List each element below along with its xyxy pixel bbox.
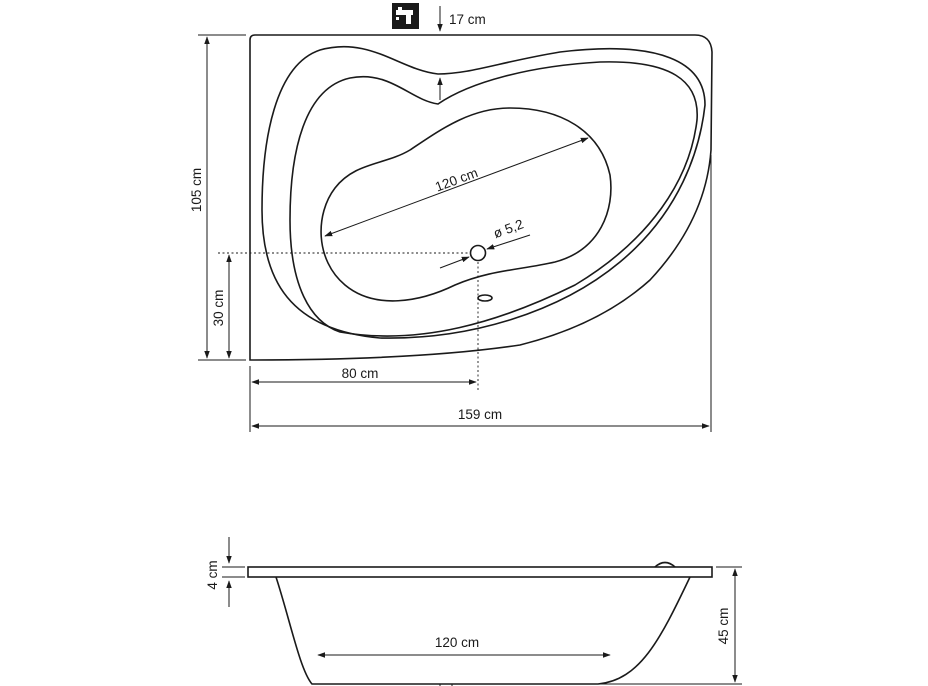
faucet-depth-label: 17 cm xyxy=(449,12,486,27)
total-height-label: 45 cm xyxy=(716,607,731,645)
length-label: 159 cm xyxy=(457,407,503,422)
basin-length-label: 120 cm xyxy=(433,165,480,195)
drain-position-label: 80 cm xyxy=(341,366,379,381)
overflow-slot xyxy=(478,295,492,301)
rim-height-label: 4 cm xyxy=(205,560,220,590)
drain-hole xyxy=(471,246,486,261)
inner-basin-contour xyxy=(321,108,611,301)
top-view xyxy=(189,3,712,432)
width-label: 105 cm xyxy=(189,167,204,213)
side-view xyxy=(205,537,742,686)
middle-basin-contour xyxy=(290,62,697,336)
drain-diameter-leader xyxy=(487,235,530,249)
drain-offset-label: 30 cm xyxy=(211,289,226,327)
faucet-icon xyxy=(392,3,419,29)
tub-rim xyxy=(248,567,712,577)
basin-bottom-length-label: 120 cm xyxy=(434,635,480,650)
drain-diameter-label: ø 5,2 xyxy=(491,216,526,242)
tub-body-profile xyxy=(276,577,690,684)
